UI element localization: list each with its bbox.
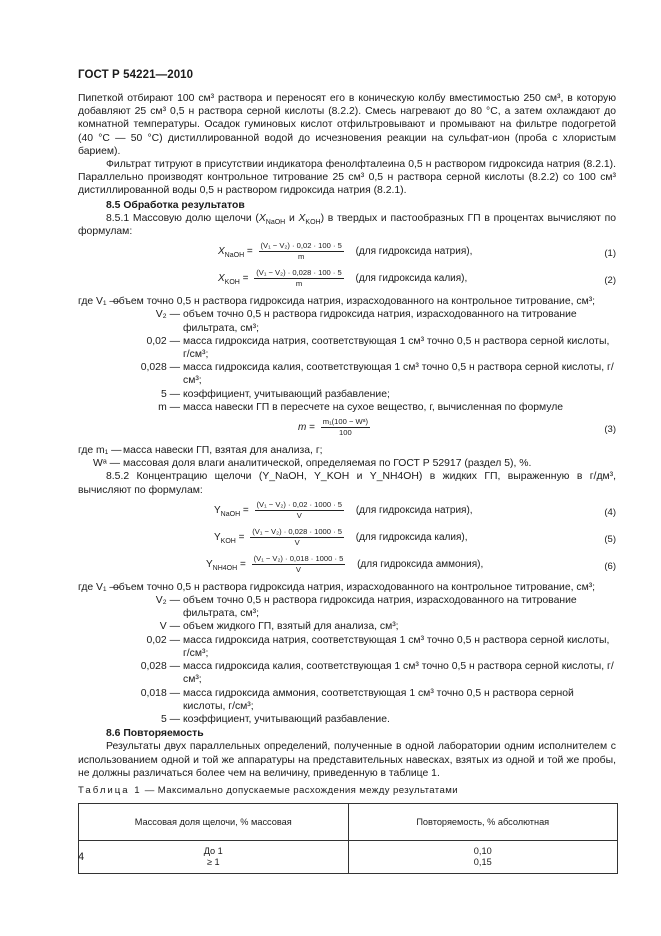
formula-5: $Y_{KOH}$ = $\frac{\text{(V₁ − V₂) · 0,028 · 1000 · 5}}{V}$ (для гидроксида калия), (5) bbox=[214, 526, 616, 547]
table-row bbox=[79, 841, 618, 874]
definition-item: 0,02 — масса гидроксида натрия, соответствующая 1 см³ точно 0,5 н раствора серной кислоты, г/см³; bbox=[146, 634, 610, 659]
table-header-row bbox=[79, 804, 618, 841]
definition-item: где m₁ — масса навески ГП, взятая для анализа, г; bbox=[78, 445, 323, 457]
definition-item: 0,018 — масса гидроксида аммония, соответствующая 1 см³ точно 0,5 н раствора серной кислоты, г/см³; bbox=[140, 687, 574, 712]
paragraph-8-5-1: 8.5.1 Массовую долю щелочи ($X_{NaOH}$ и $X_{KOH}$) в твердых и пастообразных ГП в процентах вычисляют по формулам: bbox=[78, 212, 616, 238]
definition-item: V — объем жидкого ГП, взятый для анализа, см³; bbox=[159, 621, 399, 633]
definition-item: Wᵃ — массовая доля влаги аналитической, определяемая по ГОСТ Р 52917 (раздел 5), %. bbox=[93, 458, 532, 470]
definitions-list-1 bbox=[78, 295, 616, 414]
definition-item: V₂ — объем точно 0,5 н раствора гидроксида натрия, израсходованного на титрование фильтрата, см³; bbox=[155, 595, 577, 620]
repeatability-table bbox=[78, 803, 618, 874]
section-heading-8-5: 8.5 Обработка результатов bbox=[106, 199, 245, 211]
equation-number: (3) bbox=[604, 424, 616, 436]
definition-item: 0,028 — масса гидроксида калия, соответствующая 1 см³ точно 0,5 н раствора серной кислоты, г/см³; bbox=[140, 362, 614, 387]
equation-number: (1) bbox=[604, 248, 616, 260]
definitions-list-2 bbox=[78, 444, 616, 470]
definition-item: где V₁ — объем точно 0,5 н раствора гидроксида натрия, израсходованного на контрольное титрование, см³; bbox=[78, 296, 596, 308]
definition-item: где V₁ — объем точно 0,5 н раствора гидроксида натрия, израсходованного на контрольное титрование, см³; bbox=[78, 581, 596, 593]
document-body bbox=[78, 92, 616, 874]
fraction: $\frac{\text{m₁(100 − Wᵃ)}}{100}$ bbox=[322, 417, 369, 438]
equation-number: (6) bbox=[604, 560, 616, 572]
equation-number: (5) bbox=[604, 533, 616, 545]
fraction: $\frac{\text{(V₁ − V₂) · 0,02 · 1000 · 5}}{V}$ bbox=[256, 499, 343, 520]
fraction: $\frac{\text{(V₁ − V₂) · 0,028 · 100 · 5}}{m}$ bbox=[256, 268, 342, 289]
document-header: ГОСТ Р 54221—2010 bbox=[78, 69, 194, 81]
fraction: $\frac{\text{(V₁ − V₂) · 0,02 · 100 · 5}}{m}$ bbox=[260, 241, 342, 262]
table-cell: До 1 ≥ 1 bbox=[79, 841, 349, 874]
definition-item: 5 — коэффициент, учитывающий разбавление; bbox=[160, 388, 390, 400]
table-cell: 0,10 0,15 bbox=[348, 841, 618, 874]
table-header-cell: Массовая доля щелочи, % массовая bbox=[79, 804, 349, 841]
fraction: $\frac{\text{(V₁ − V₂) · 0,018 · 1000 · 5}}{V}$ bbox=[253, 553, 344, 574]
table-header-cell: Повторяемость, % абсолютная bbox=[348, 804, 618, 841]
section-heading-8-6: 8.6 Повторяемость bbox=[106, 728, 204, 740]
paragraph-8-5-2: 8.5.2 Концентрацию щелочи (Y_NaOH, Y_KOH и Y_NH4OH) в жидких ГП, выраженную в г/дм³, вычисляют по формулам: bbox=[78, 471, 616, 496]
definition-item: 0,028 — масса гидроксида калия, соответствующая 1 см³ точно 0,5 н раствора серной кислоты, г/см³; bbox=[140, 661, 614, 686]
formula-3: m = $\frac{\text{m₁(100 − Wᵃ)}}{100}$ (3) bbox=[298, 417, 616, 438]
definitions-list-3 bbox=[78, 581, 616, 726]
intro-paragraph-2: Фильтрат титруют в присутствии индикатора фенолфталеина 0,5 н раствором гидроксида натрия (8.2.1). Параллельно производят контрольное титрование 25 см³ 0,5 н раствора серной кислоты (8.2.2) со 100 см³ дистиллированной воды 0,5 н раствором гидроксида натрия (8.2.1). bbox=[78, 159, 616, 197]
formula-2: $X_{KOH}$ = $\frac{\text{(V₁ − V₂) · 0,028 · 100 · 5}}{m}$ (для гидроксида калия), (2) bbox=[218, 268, 616, 289]
formula-4: $Y_{NaOH}$ = $\frac{\text{(V₁ − V₂) · 0,02 · 1000 · 5}}{V}$ (для гидроксида натрия), (4) bbox=[214, 499, 616, 520]
fraction: $\frac{\text{(V₁ − V₂) · 0,028 · 1000 · 5}}{V}$ bbox=[252, 526, 342, 547]
table-caption: Таблица 1 — Максимально допускаемые расхождения между результатами bbox=[78, 784, 458, 796]
equation-number: (4) bbox=[604, 506, 616, 518]
formula-6: $Y_{NH4OH}$ = $\frac{\text{(V₁ − V₂) · 0,018 · 1000 · 5}}{V}$ (для гидроксида аммония), (6) bbox=[206, 553, 616, 574]
formula-1: $X_{NaOH}$ = $\frac{\text{(V₁ − V₂) · 0,02 · 100 · 5}}{m}$ (для гидроксида натрия), (1) bbox=[218, 241, 616, 262]
definition-item: V₂ — объем точно 0,5 н раствора гидроксида натрия, израсходованного на титрование фильтрата, см³; bbox=[155, 309, 577, 334]
paragraph-8-6: Результаты двух параллельных определений, полученные в одной лаборатории одним исполнителем с использованием одной и той же аппаратуры на представительных навесках, взятых из одной и той же пробы, не должны различаться более чем на величину, приведенную в таблице 1. bbox=[78, 741, 616, 779]
definition-item: 5 — коэффициент, учитывающий разбавление. bbox=[160, 713, 390, 725]
equation-number: (2) bbox=[604, 275, 616, 287]
definition-item: 0,02 — масса гидроксида натрия, соответствующая 1 см³ точно 0,5 н раствора серной кислоты, г/см³; bbox=[146, 335, 610, 361]
page-number: 4 bbox=[78, 851, 85, 863]
definition-item: m — масса навески ГП в пересчете на сухое вещество, г, вычисленная по формуле bbox=[158, 401, 564, 413]
intro-paragraph-1: Пипеткой отбирают 100 см³ раствора и переносят его в коническую колбу вместимостью 250 см³, в которую добавляют 25 см³ 0,5 н раствора серной кислоты (8.2.2). Смесь нагревают до 80 °С, а затем охлаждают до комнатной температуры. Осадок гуминовых кислот отфильтровывают и промывают на фильтре подогретой (40 °С — 50 °С) дистиллированной водой до исчезновения реакции на сульфат-ион (проба с хлористым барием). bbox=[78, 93, 616, 157]
